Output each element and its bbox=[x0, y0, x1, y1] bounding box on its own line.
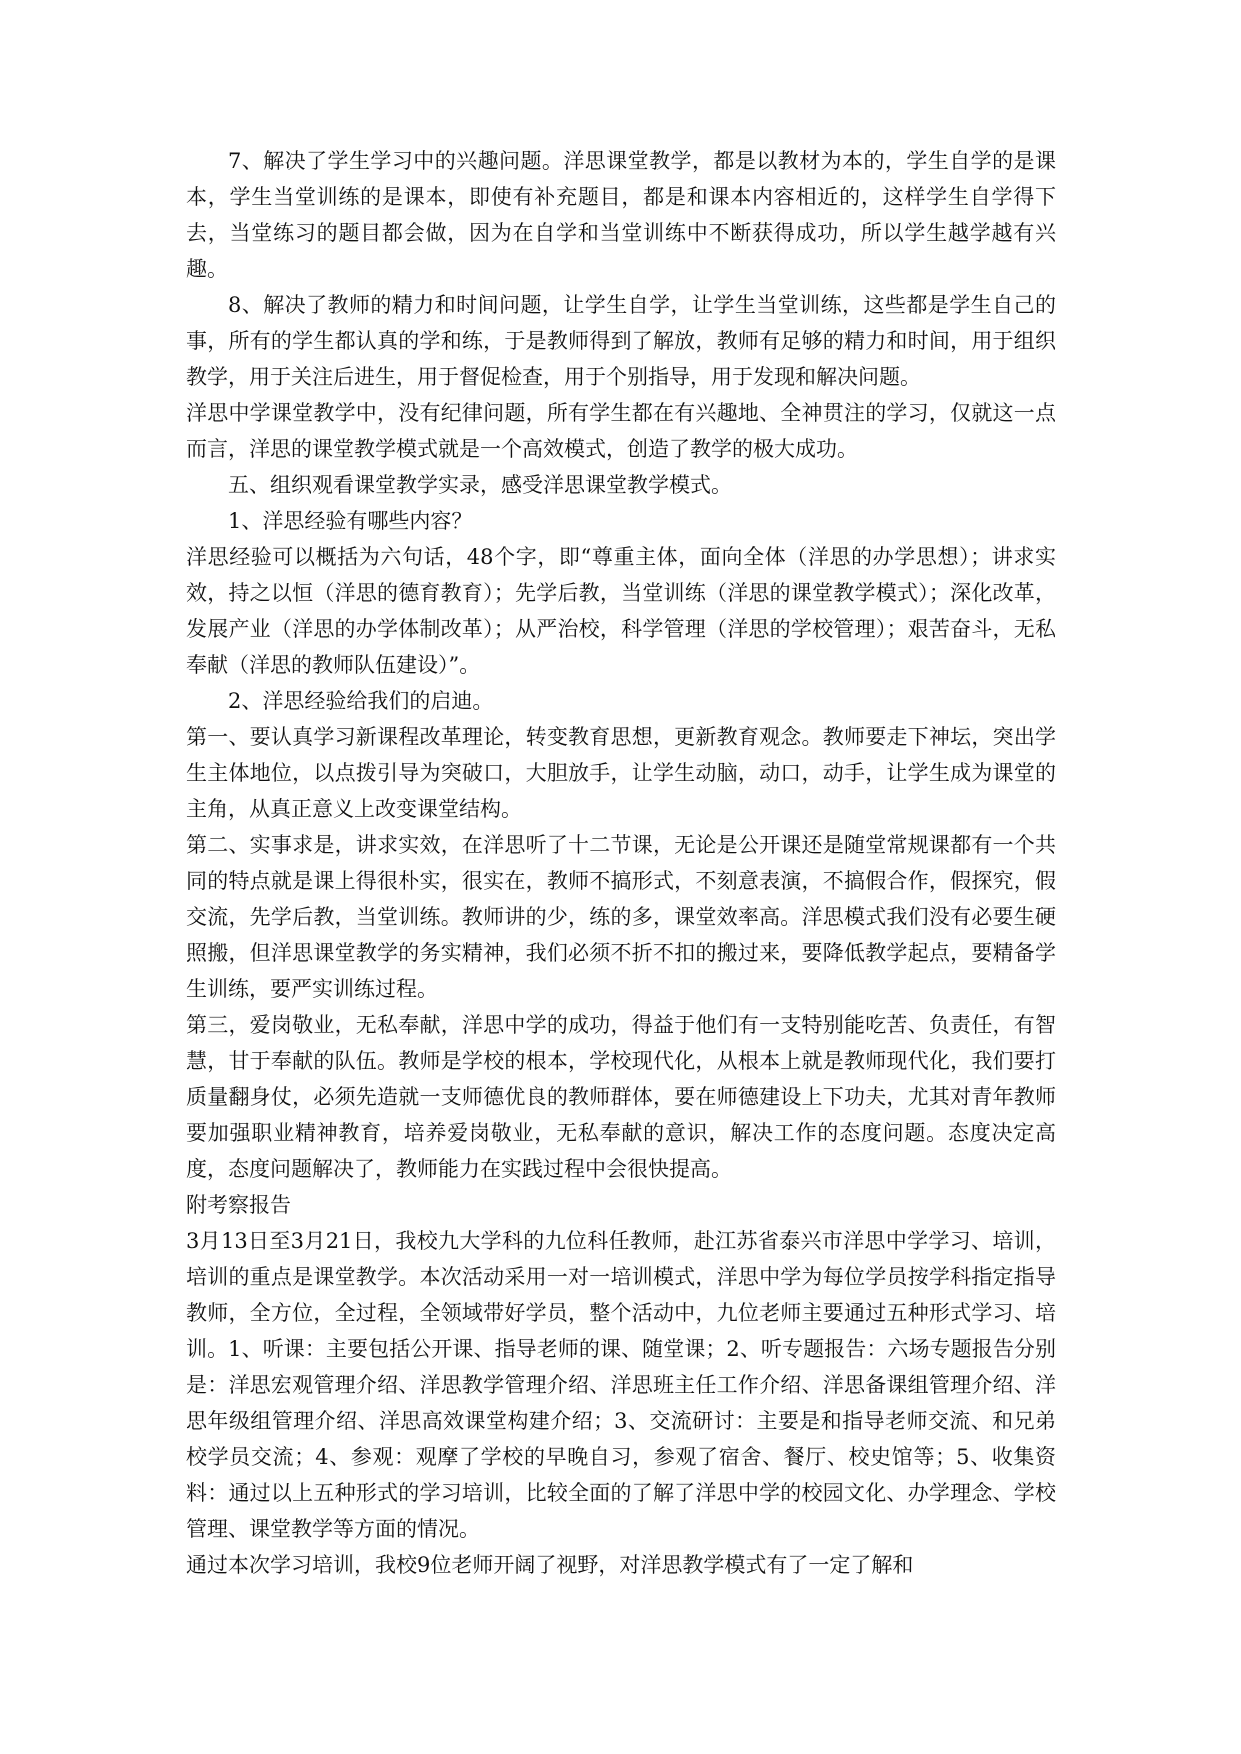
paragraph-experience-summary: 洋思经验可以概括为六句话，48个字，即“尊重主体，面向全体（洋思的办学思想）；讲求实效，持之以恒（洋思的德育教育）；先学后教，当堂训练（洋思的课堂教学模式）；深化改革，发展产业（洋思的办学体制改革）；从严治校，科学管理（洋思的学校管理）；艰苦奋斗，无私奉献（洋思的教师队伍建设）”。 bbox=[186, 545, 1056, 677]
paragraph-third-point: 第三，爱岗敬业，无私奉献，洋思中学的成功，得益于他们有一支特别能吃苦、负责任，有智慧，甘于奉献的队伍。教师是学校的根本，学校现代化，从根本上就是教师现代化，我们要打质量翻身仗，必须先造就一支师德优良的教师群体，要在师德建设上下功夫，尤其对青年教师要加强职业精神教育，培养爱岗敬业，无私奉献的意识，解决工作的态度问题。态度决定高度，态度问题解决了，教师能力在实践过程中会很快提高。 bbox=[186, 1013, 1056, 1181]
document-page bbox=[186, 143, 1056, 1583]
appendix-heading: 附考察报告 bbox=[186, 1193, 291, 1217]
paragraph-second-point: 第二、实事求是，讲求实效，在洋思听了十二节课，无论是公开课还是随堂常规课都有一个共同的特点就是课上得很朴实，很实在，教师不搞形式，不刻意表演，不搞假合作，假探究，假交流，先学后教，当堂训练。教师讲的少，练的多，课堂效率高。洋思模式我们没有必要生硬照搬，但洋思课堂教学的务实精神，我们必须不折不扣的搬过来，要降低教学起点，要精备学生训练，要严实训练过程。 bbox=[186, 833, 1056, 1001]
paragraph-discipline: 洋思中学课堂教学中，没有纪律问题，所有学生都在有兴趣地、全神贯注的学习，仅就这一点而言，洋思的课堂教学模式就是一个高效模式，创造了教学的极大成功。 bbox=[186, 401, 1056, 461]
paragraph-first-point: 第一、要认真学习新课程改革理论，转变教育思想，更新教育观念。教师要走下神坛，突出学生主体地位，以点拨引导为突破口，大胆放手，让学生动脑，动口，动手，让学生成为课堂的主角，从真正意义上改变课堂结构。 bbox=[186, 725, 1056, 821]
paragraph-item-8-teacher-time: 8、解决了教师的精力和时间问题，让学生自学，让学生当堂训练，这些都是学生自己的事，所有的学生都认真的学和练，于是教师得到了解放，教师有足够的精力和时间，用于组织教学，用于关注后进生，用于督促检查，用于个别指导，用于发现和解决问题。 bbox=[186, 293, 1056, 389]
paragraph-item-7-interest: 7、解决了学生学习中的兴趣问题。洋思课堂教学，都是以教材为本的，学生自学的是课本，学生当堂训练的是课本，即使有补充题目，都是和课本内容相近的，这样学生自学得下去，当堂练习的题目都会做，因为在自学和当堂训练中不断获得成功，所以学生越学越有兴趣。 bbox=[186, 149, 1056, 281]
section-heading-five: 五、组织观看课堂教学实录，感受洋思课堂教学模式。 bbox=[228, 473, 732, 497]
subheading-experience-content: 1、洋思经验有哪些内容？ bbox=[228, 509, 473, 533]
subheading-experience-inspiration: 2、洋思经验给我们的启迪。 bbox=[228, 689, 494, 713]
paragraph-report-conclusion: 通过本次学习培训，我校9位老师开阔了视野，对洋思教学模式有了一定了解和 bbox=[186, 1553, 914, 1577]
paragraph-report-body: 3月13日至3月21日，我校九大学科的九位科任教师，赴江苏省泰兴市洋思中学学习、培训，培训的重点是课堂教学。本次活动采用一对一培训模式，洋思中学为每位学员按学科指定指导教师，全方位，全过程，全领域带好学员，整个活动中，九位老师主要通过五种形式学习、培训。1、听课：主要包括公开课、指导老师的课、随堂课；2、听专题报告：六场专题报告分别是：洋思宏观管理介绍、洋思教学管理介绍、洋思班主任工作介绍、洋思备课组管理介绍、洋思年级组管理介绍、洋思高效课堂构建介绍；3、交流研讨：主要是和指导老师交流、和兄弟校学员交流；4、参观：观摩了学校的早晚自习，参观了宿舍、餐厅、校史馆等；5、收集资料：通过以上五种形式的学习培训，比较全面的了解了洋思中学的校园文化、办学理念、学校管理、课堂教学等方面的情况。 bbox=[186, 1229, 1056, 1541]
